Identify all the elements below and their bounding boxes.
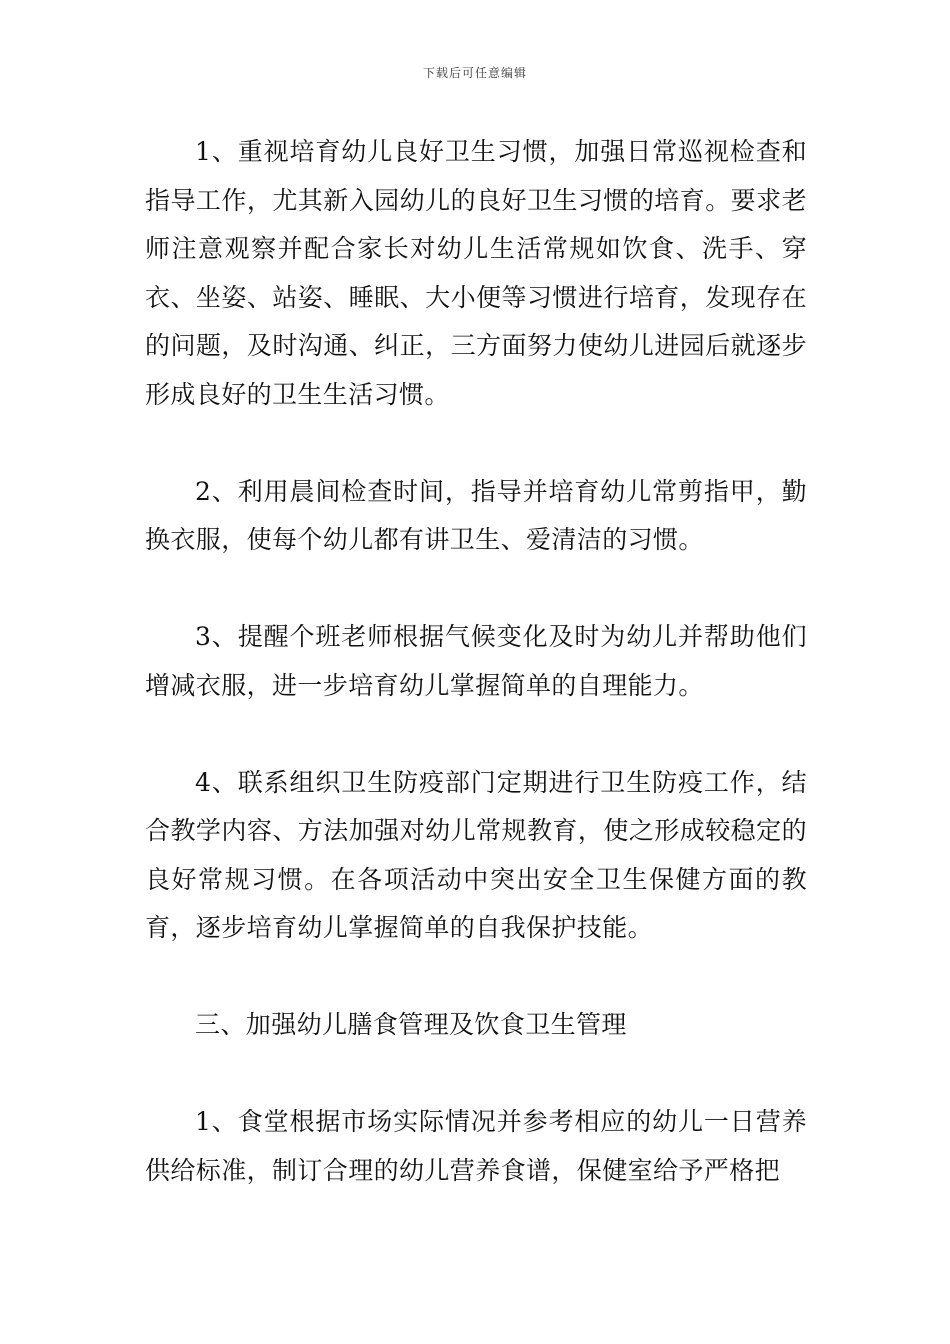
- paragraph-epidemic-prevention: 4、联系组织卫生防疫部门定期进行卫生防疫工作，结合教学内容、方法加强对幼儿常规教育，使之形成较稳定的良好常规习惯。在各项活动中突出安全卫生保健方面的教育，逐步培育幼儿掌握简单的自我保护技能。: [145, 767, 807, 942]
- paragraph-spacer: [145, 419, 807, 468]
- paragraph-clothing-reminder: 3、提醒个班老师根据气候变化及时为幼儿并帮助他们增减衣服，进一步培育幼儿掌握简单的自理能力。: [145, 622, 807, 700]
- paragraph-spacer: [145, 710, 807, 759]
- paragraph-spacer: [145, 1050, 807, 1099]
- paragraph-hygiene-habits: 1、重视培育幼儿良好卫生习惯，加强日常巡视检查和指导工作，尤其新入园幼儿的良好卫生习惯的培育。要求老师注意观察并配合家长对幼儿生活常规如饮食、洗手、穿衣、坐姿、站姿、睡眠、大小便等习惯进行培育，发现存在的问题，及时沟通、纠正，三方面努力使幼儿进园后就逐步形成良好的卫生生活习惯。: [145, 137, 807, 409]
- paragraph-spacer: [145, 953, 807, 1002]
- page-header-note: 下载后可任意编辑: [422, 66, 527, 80]
- paragraph-morning-check: 2、利用晨间检查时间，指导并培育幼儿常剪指甲，勤换衣服，使每个幼儿都有讲卫生、爱清洁的习惯。: [145, 476, 807, 554]
- paragraph-canteen-menu: 1、食堂根据市场实际情况并参考相应的幼儿一日营养供给标准，制订合理的幼儿营养食谱，保健室给予严格把: [145, 1107, 807, 1185]
- paragraph-spacer: [145, 565, 807, 614]
- section-heading-meal-management: 三、加强幼儿膳食管理及饮食卫生管理: [195, 1010, 627, 1039]
- document-body: [145, 128, 807, 1195]
